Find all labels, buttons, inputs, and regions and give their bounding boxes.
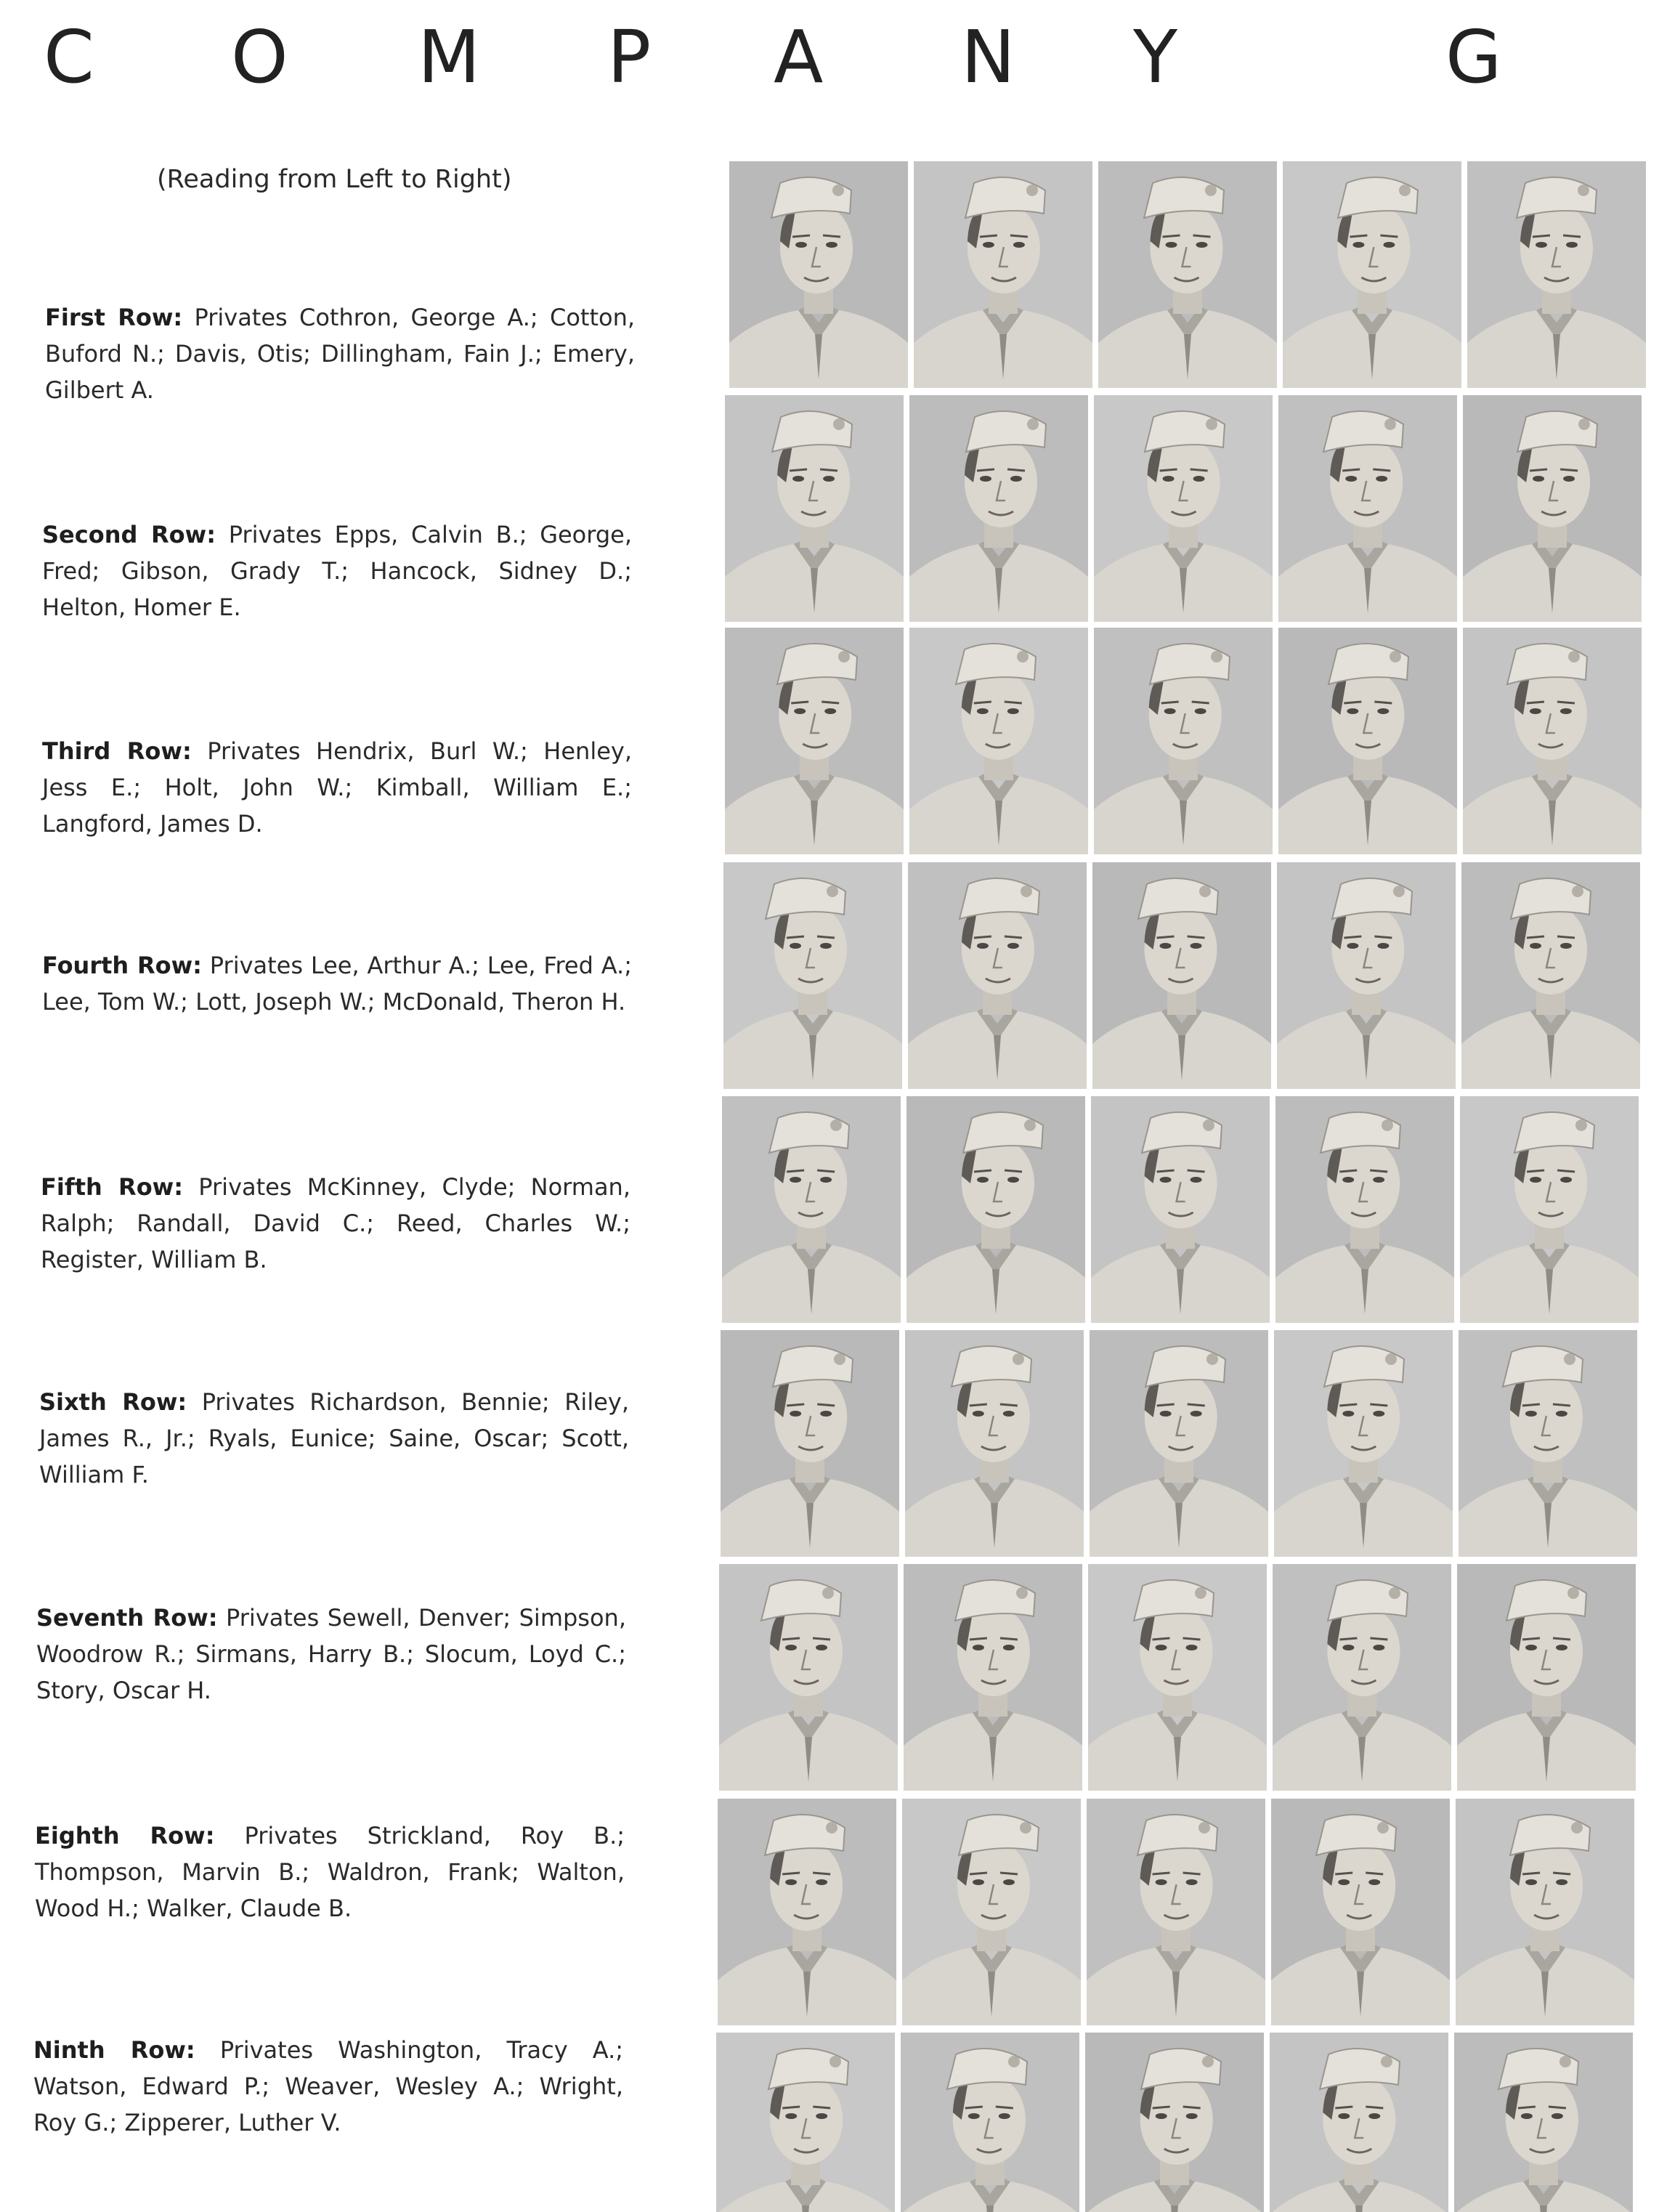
portrait-photo (901, 2033, 1079, 2212)
row-caption-seventh (36, 1600, 626, 1709)
row-names: Privates Cothron, George A.; Cotton, Buford N.; Davis, Otis; Dillingham, Fain J.; Emery, Gilbert A. (45, 304, 636, 404)
row-names: Privates Strickland, Roy B.; Thompson, Marvin B.; Waldron, Frank; Walton, Wood H.; Walker, Claude B. (35, 1822, 625, 1922)
portrait-photo (723, 862, 902, 1089)
portrait-photo (1277, 862, 1456, 1089)
row-caption-fourth (42, 947, 632, 1020)
row-names: Privates Lee, Arthur A.; Lee, Fred A.; Lee, Tom W.; Lott, Joseph W.; McDonald, Theron H. (42, 952, 633, 1016)
portrait-photo (1460, 1096, 1639, 1323)
portrait-photo (729, 161, 908, 388)
portrait-photo (1085, 2033, 1264, 2212)
portrait-photo (1275, 1096, 1454, 1323)
row-caption-sixth (39, 1384, 629, 1493)
portrait-photo (1278, 395, 1457, 622)
portrait-photo (1463, 628, 1642, 854)
row-names: Privates Sewell, Denver; Simpson, Woodrow R.; Sirmans, Harry B.; Slocum, Loyd C.; Story, Oscar H. (36, 1604, 626, 1704)
portrait-photo (1454, 2033, 1633, 2212)
row-caption-second (42, 516, 632, 625)
title-letter: P (607, 15, 652, 100)
title-letter: N (961, 15, 1015, 100)
portrait-photo (909, 395, 1088, 622)
page-title (0, 15, 1659, 100)
portrait-photo (1274, 1330, 1453, 1557)
portrait-photo (914, 161, 1092, 388)
row-caption-third (42, 733, 632, 842)
portrait-photo (1457, 1564, 1636, 1791)
portrait-photo (1092, 862, 1271, 1089)
portrait-photo (1088, 1564, 1267, 1791)
title-letter: Y (1133, 15, 1178, 100)
portrait-photo (1456, 1799, 1634, 2025)
portrait-photo (1094, 628, 1273, 854)
row-caption-first (45, 299, 635, 408)
row-caption-ninth (33, 2032, 623, 2141)
portrait-photo (1283, 161, 1461, 388)
row-label: Eighth Row: (35, 1822, 215, 1850)
row-caption-eighth (35, 1818, 625, 1927)
row-names: Privates Washington, Tracy A.; Watson, Edward P.; Weaver, Wesley A.; Wright, Roy G.; Zipperer, Luther V. (33, 2036, 624, 2136)
portrait-photo (1271, 1799, 1450, 2025)
portrait-photo (1273, 1564, 1451, 1791)
row-names: Privates Epps, Calvin B.; George, Fred; Gibson, Grady T.; Hancock, Sidney D.; Helton, Homer E. (42, 521, 633, 621)
row-label: Fourth Row: (42, 952, 202, 979)
portrait-photo (1459, 1330, 1637, 1557)
portrait-photo (718, 1799, 896, 2025)
portrait-photo (902, 1799, 1081, 2025)
row-names: Privates McKinney, Clyde; Norman, Ralph; Randall, David C.; Reed, Charles W.; Register, William B. (41, 1173, 630, 1273)
portrait-photo (1270, 2033, 1448, 2212)
title-letter: M (418, 15, 481, 100)
portrait-photo (725, 628, 904, 854)
reading-order-note: (Reading from Left to Right) (157, 165, 512, 194)
portrait-photo (716, 2033, 895, 2212)
title-letter: O (231, 15, 288, 100)
portrait-photo (905, 1330, 1084, 1557)
title-letter: G (1445, 15, 1502, 100)
row-label: Seventh Row: (36, 1604, 218, 1632)
row-label: Second Row: (42, 521, 216, 548)
portrait-photo (722, 1096, 901, 1323)
portrait-photo (909, 628, 1088, 854)
row-label: Fifth Row: (41, 1173, 184, 1201)
portrait-photo (906, 1096, 1085, 1323)
row-caption-fifth (41, 1169, 630, 1278)
portrait-photo (1098, 161, 1277, 388)
portrait-photo (908, 862, 1087, 1089)
row-names: Privates Hendrix, Burl W.; Henley, Jess E.; Holt, John W.; Kimball, William E.; Langford, James D. (42, 737, 633, 838)
portrait-photo (1091, 1096, 1270, 1323)
portrait-photo (1087, 1799, 1265, 2025)
row-names: Privates Richardson, Bennie; Riley, James R., Jr.; Ryals, Eunice; Saine, Oscar; Scott, William F. (39, 1388, 630, 1488)
row-label: First Row: (45, 304, 183, 331)
portrait-photo (1461, 862, 1640, 1089)
title-letter: A (774, 15, 824, 100)
portrait-photo (1467, 161, 1646, 388)
portrait-photo (1090, 1330, 1268, 1557)
portrait-photo (719, 1564, 898, 1791)
title-letter: C (44, 15, 94, 100)
row-label: Third Row: (42, 737, 192, 765)
portrait-photo (904, 1564, 1082, 1791)
portrait-photo (721, 1330, 899, 1557)
portrait-photo (1094, 395, 1273, 622)
portrait-photo (725, 395, 904, 622)
portrait-photo (1463, 395, 1642, 622)
portrait-photo (1278, 628, 1457, 854)
row-label: Sixth Row: (39, 1388, 187, 1416)
row-label: Ninth Row: (33, 2036, 195, 2064)
